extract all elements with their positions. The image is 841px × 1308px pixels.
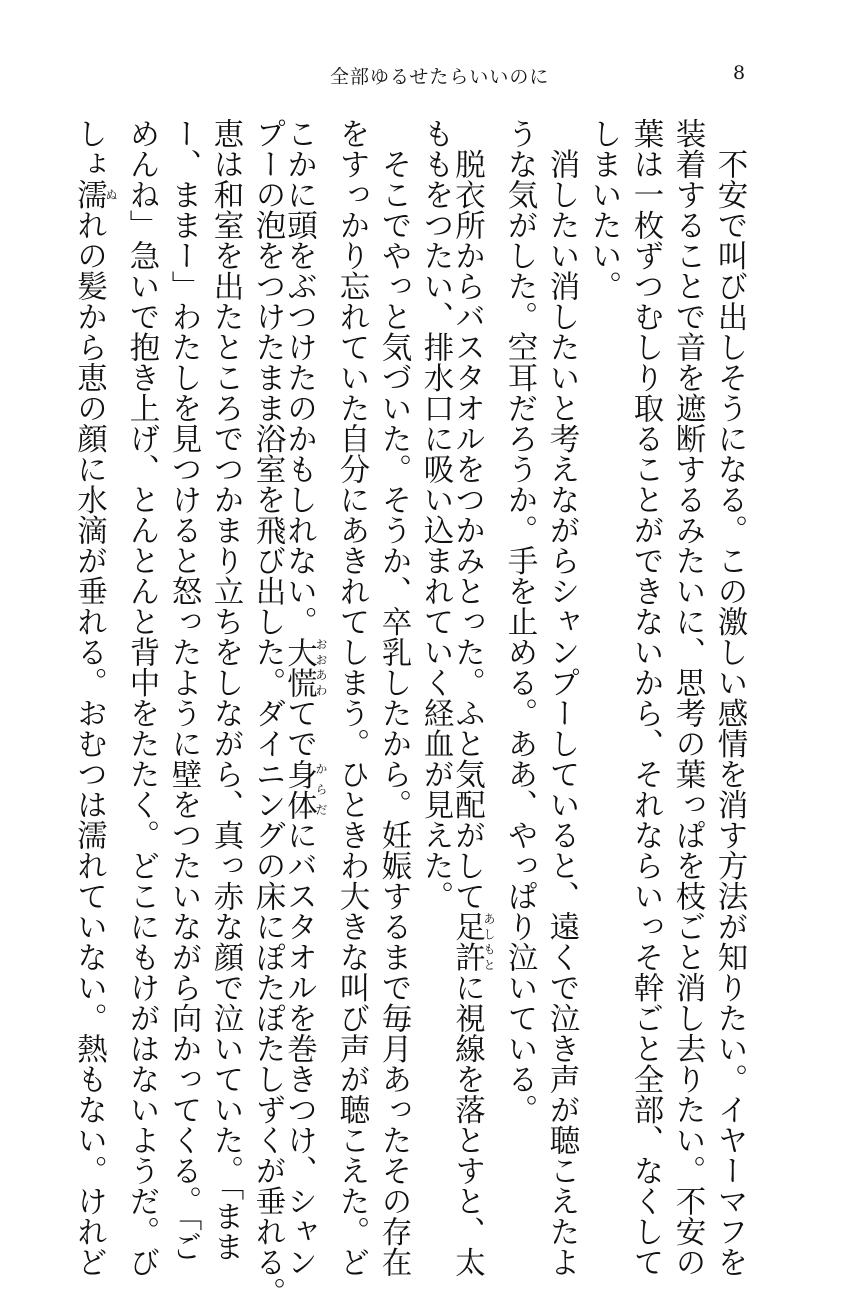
ruby-reading: からだ [314,758,328,820]
ruby-base: 足許 [449,911,485,972]
ruby-annotation [281,636,328,698]
ruby-annotation [449,911,496,972]
line-segment: しょ [71,118,107,179]
line-segment: に視線を落とすと、太 [449,972,485,1277]
ruby-annotation [71,179,118,210]
line-segment: こかに頭をぶつけたのかもしれない。 [281,118,317,637]
text-line: そこでやっと気づいた。そうか、卒乳したから。妊娠するまで毎月あったその存在 [376,118,411,1277]
text-line: 消したい消したいと考えながらシャンプーしていると、遠くで泣き声が聴こえたよ [544,118,579,1277]
text-line: めんね」急いで抱き上げ、とんとんと背中をたたく。どこにもけがはないようだ。び [124,118,159,1277]
ruby-base: 濡 [71,179,107,210]
vertical-body-text [71,118,747,1308]
line-segment: れの髪から恵の顔に水滴が垂れる。おむつは濡れていない。熱もない。けれど [71,209,107,1277]
text-line: しまいたい。 [586,118,621,301]
text-line: 装着することで音を遮断するみたいに、思考の葉っぱを枝ごと消し去りたい。不安の [670,118,705,1277]
text-line: 葉は一枚ずつむしり取ることができないから、それならいっそ幹ごと全部、なくして [628,118,663,1277]
page-header [0,62,841,92]
ruby-base: 大慌 [281,636,317,698]
text-line: 不安で叫び出しそうになる。この激しい感情を消す方法が知りたい。イヤーマフを [712,118,747,1277]
ruby-reading: ぬ [104,179,118,210]
page-number: 8 [733,62,746,84]
line-segment: 脱衣所からバスタオルをつかみとった。ふと気配がして [449,118,485,911]
text-line: ももをつたい、排水口に吸い込まれていく経血が見えた。 [418,118,453,911]
text-line: 恵は和室を出たところでつかまり立ちをしながら、真っ赤な顔で泣いていた。「まま [208,118,243,1262]
ruby-reading: あしもと [482,911,496,972]
text-line [281,118,328,1277]
text-line: うな気がした。空耳だろうか。手を止める。ああ、やっぱり泣いている。 [502,118,537,1125]
running-title: 全部ゆるせたらいいのに [330,66,550,88]
line-segment: てで [281,697,317,759]
text-line: ー、ままー」わたしを見つけると怒ったように壁をつたいながら向かってくる。「ご [166,118,201,1262]
ruby-reading: おおあわ [314,636,328,698]
text-line: をすっかり忘れていた自分にあきれてしまう。ひときわ大きな叫び声が聴こえた。ど [334,118,369,1277]
line-segment: にバスタオルを巻きつけ、シャン [281,819,317,1277]
text-line [71,118,118,1277]
ruby-base: 身体 [281,758,317,820]
text-line [449,118,496,1277]
text-line: プーの泡をつけたまま浴室を飛び出した。ダイニングの床にぽたぽたしずくが垂れる。 [250,118,285,1308]
ruby-annotation [281,758,328,820]
